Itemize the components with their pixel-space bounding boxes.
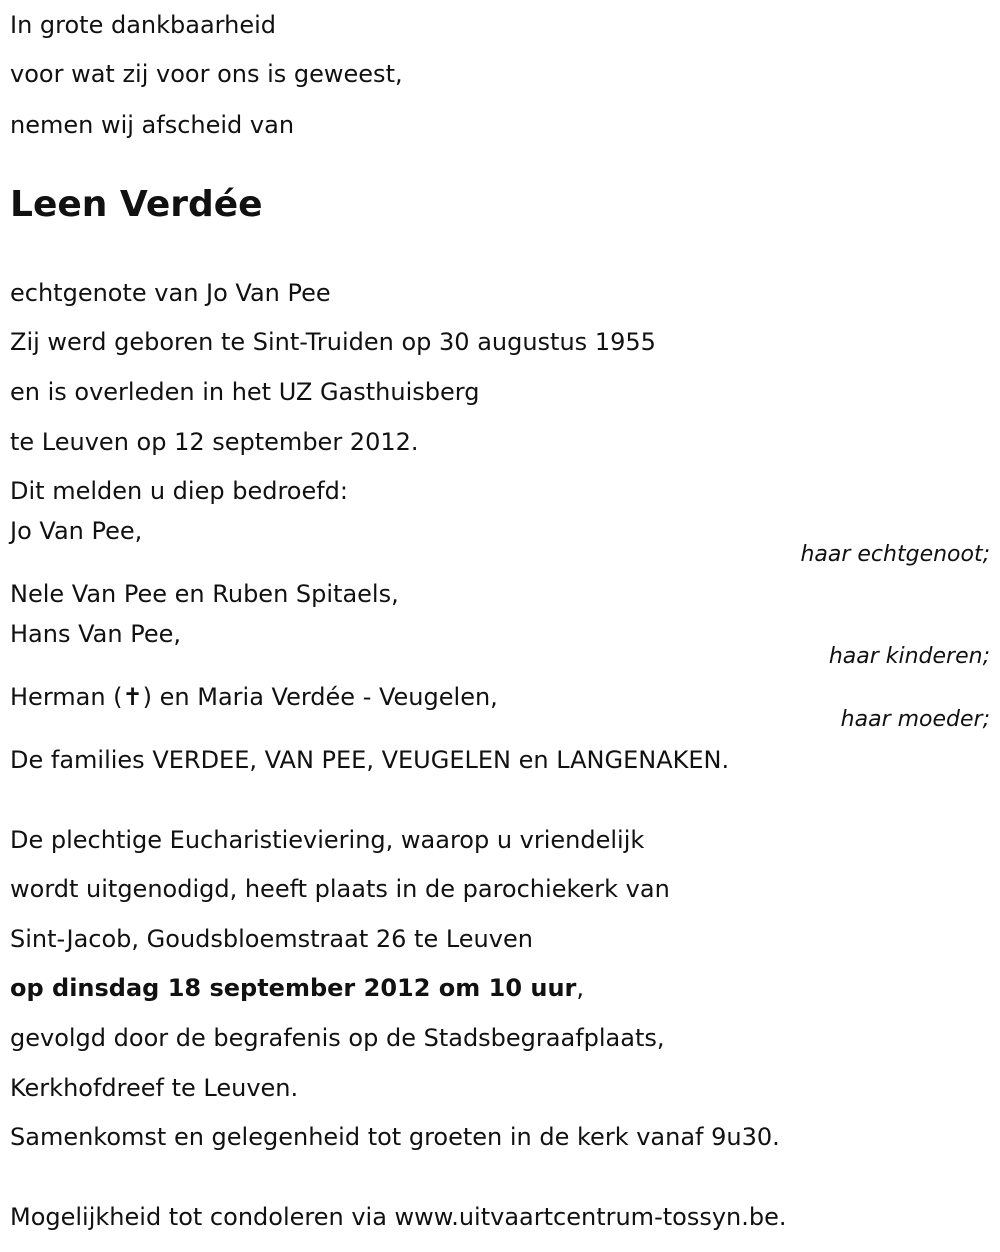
service-line: gevolgd door de begrafenis op de Stadsbegraafplaats, — [10, 1024, 665, 1052]
family-husband: Jo Van Pee, — [10, 517, 143, 545]
bio-line: Zij werd geboren te Sint-Truiden op 30 augustus 1955 — [10, 328, 656, 356]
role-mother: haar moeder; — [840, 707, 990, 732]
role-husband: haar echtgenoot; — [800, 542, 990, 567]
service-line: wordt uitgenodigd, heeft plaats in de parochiekerk van — [10, 875, 670, 903]
bio-line: en is overleden in het UZ Gasthuisberg — [10, 378, 480, 406]
condolence-line: Mogelijkheid tot condoleren via www.uitvaartcentrum-tossyn.be. — [10, 1203, 787, 1231]
service-line: Sint-Jacob, Goudsbloemstraat 26 te Leuven — [10, 925, 533, 953]
bio-line: Dit melden u diep bedroefd: — [10, 477, 349, 505]
family-child: Nele Van Pee en Ruben Spitaels, — [10, 580, 399, 608]
intro-line: In grote dankbaarheid — [10, 11, 277, 39]
intro-line: voor wat zij voor ons is geweest, — [10, 60, 403, 88]
service-date-suffix: , — [576, 974, 585, 1002]
service-date-bold: op dinsdag 18 september 2012 om 10 uur — [10, 974, 577, 1002]
family-parents: Herman (✝) en Maria Verdée - Veugelen, — [10, 683, 498, 711]
family-child: Hans Van Pee, — [10, 620, 181, 648]
service-line: De plechtige Eucharistieviering, waarop u vriendelijk — [10, 826, 645, 854]
service-line: Samenkomst en gelegenheid tot groeten in de kerk vanaf 9u30. — [10, 1123, 780, 1151]
bio-line: te Leuven op 12 september 2012. — [10, 428, 419, 456]
bio-line: echtgenote van Jo Van Pee — [10, 279, 331, 307]
role-children: haar kinderen; — [828, 644, 990, 669]
service-date — [10, 973, 584, 1003]
intro-line: nemen wij afscheid van — [10, 111, 295, 139]
family-families: De families VERDEE, VAN PEE, VEUGELEN en LANGENAKEN. — [10, 746, 730, 774]
deceased-name: Leen Verdée — [10, 184, 263, 225]
service-line: Kerkhofdreef te Leuven. — [10, 1074, 299, 1102]
